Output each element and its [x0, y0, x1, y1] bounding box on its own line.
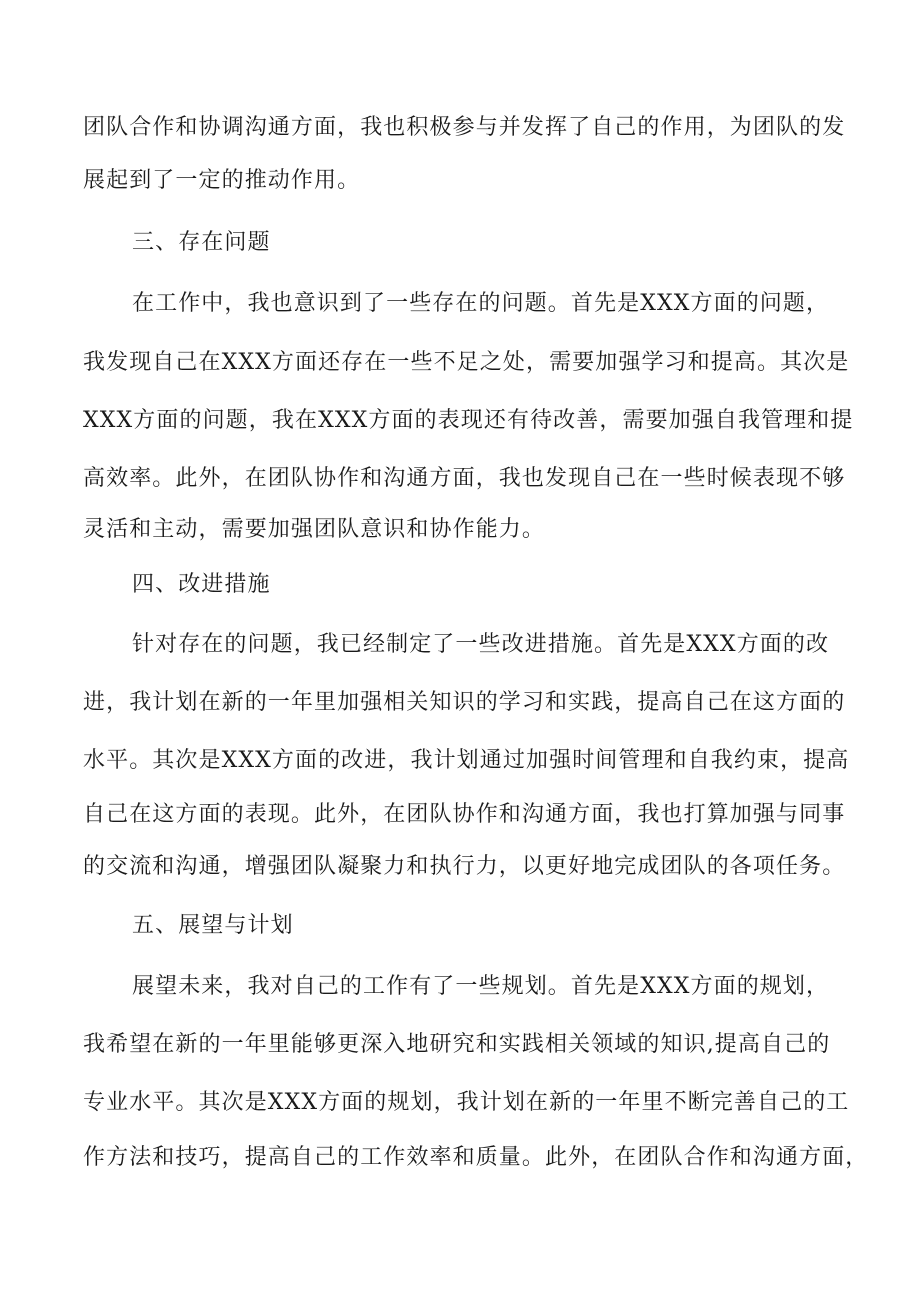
body-line: 在工作中，我也意识到了一些存在的问题。首先是XXX方面的问题， — [132, 291, 830, 316]
section-heading: 四、改进措施 — [132, 572, 271, 597]
body-line: 进，我计划在新的一年里加强相关知识的学习和实践，提高自己在这方面的 — [83, 690, 846, 715]
body-line: 我希望在新的一年里能够更深入地研究和实践相关领域的知识,提高自己的 — [83, 1032, 831, 1057]
body-line: 水平。其次是XXX方面的改进，我计划通过加强时间管理和自我约束，提高 — [83, 748, 850, 773]
body-line: 的交流和沟通，增强团队凝聚力和执行力，以更好地完成团队的各项任务。 — [83, 854, 846, 879]
body-line: 自己在这方面的表现。此外，在团队协作和沟通方面，我也打算加强与同事 — [83, 802, 846, 827]
section-heading: 五、展望与计划 — [132, 913, 294, 938]
body-line: 展起到了一定的推动作用。 — [83, 168, 361, 193]
body-line: 针对存在的问题，我已经制定了一些改进措施。首先是XXX方面的改 — [132, 632, 830, 657]
body-line: 展望未来，我对自己的工作有了一些规划。首先是XXX方面的规划， — [132, 974, 830, 999]
body-line: 作方法和技巧，提高自己的工作效率和质量。此外，在团队合作和沟通方面， — [83, 1145, 869, 1170]
section-heading: 三、存在问题 — [132, 230, 271, 255]
body-line: XXX方面的问题，我在XXX方面的表现还有待改善，需要加强自我管理和提 — [83, 408, 854, 433]
body-line: 高效率。此外，在团队协作和沟通方面，我也发现自己在一些时候表现不够 — [83, 466, 846, 491]
body-line: 团队合作和协调沟通方面，我也积极参与并发挥了自己的作用，为团队的发 — [83, 115, 846, 140]
body-line: 专业水平。其次是XXX方面的规划，我计划在新的一年里不断完善自己的工 — [83, 1090, 850, 1115]
body-line: 灵活和主动，需要加强团队意识和协作能力。 — [83, 517, 546, 542]
body-line: 我发现自己在XXX方面还存在一些不足之处，需要加强学习和提高。其次是 — [83, 350, 850, 375]
